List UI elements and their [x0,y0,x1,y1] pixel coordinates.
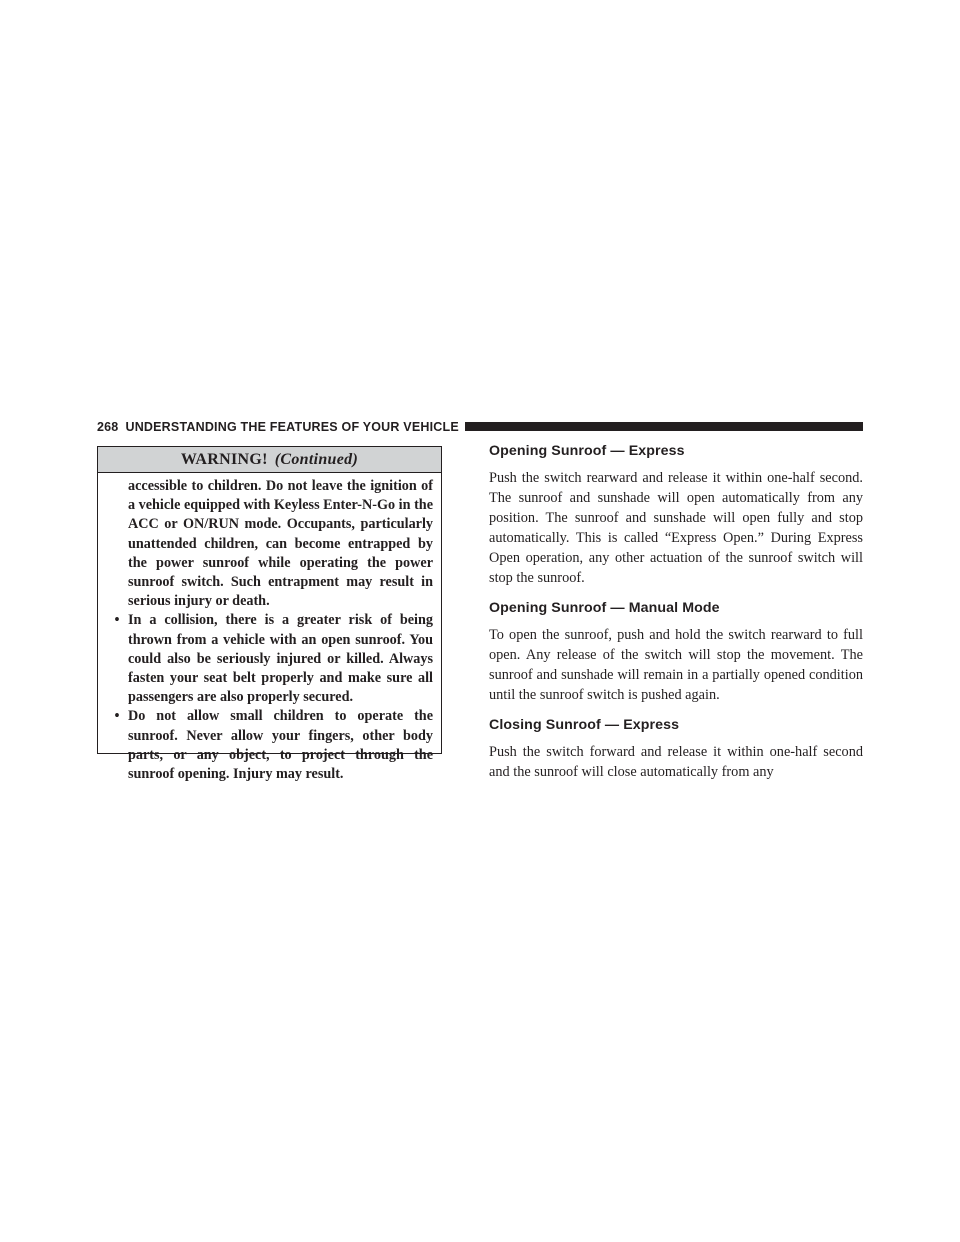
warning-body [98,473,441,784]
bullet-icon: • [114,612,120,629]
section-title: UNDERSTANDING THE FEATURES OF YOUR VEHICLE [125,419,459,434]
section-heading-express-open: Opening Sunroof — Express [489,443,685,459]
warning-label: WARNING! [180,450,268,468]
section-text-manual-mode: To open the sunroof, push and hold the switch rearward to full open. Any release of the switch will stop the movement. The sunroof and sunshade will remain in a partially opened condition until the sunroof switch is pushed again. [489,627,863,703]
page-number: 268 [97,419,119,434]
header-rule [465,422,863,431]
warning-bullet [106,611,433,707]
bullet-icon: • [114,708,120,725]
section-text-express-open: Push the switch rearward and release it within one-half second. The sunroof and sunshade will open automatically from any position. The sunroof and sunshade will open fully and stop automatically. This is called “Express Open.” During Express Open operation, any other actuation of the sunroof switch will stop the sunroof. [489,470,863,586]
section-text-express-close: Push the switch forward and release it within one-half second and the sunroof will close automatically from any [489,744,863,780]
warning-header [98,447,441,473]
section-heading-express-close: Closing Sunroof — Express [489,717,680,733]
warning-box [97,446,442,783]
right-column [489,440,863,782]
warning-bullet-text: In a collision, there is a greater risk of being thrown from a vehicle with an open sunroof. You could also be seriously injured or killed. Always fasten your seat belt properly and make sure all passengers are also properly secured. [128,612,433,706]
warning-continued-label: (Continued) [274,450,359,468]
warning-intro-text: accessible to children. Do not leave the ignition of a vehicle equipped with Keyless Enter-N-Go in the ACC or ON/RUN mode. Occupants, particularly unattended children, can become entrapped by the power sunroof while operating the power sunroof switch. Such entrapment may result in serious injury or death. [128,478,433,610]
section-heading-manual-mode: Opening Sunroof — Manual Mode [489,600,720,616]
warning-bullet [106,707,433,784]
page-header [97,418,863,435]
warning-bullet-text: Do not allow small children to operate the sunroof. Never allow your fingers, other body parts, or any object, to project through the sunroof opening. Injury may result. [128,708,433,783]
